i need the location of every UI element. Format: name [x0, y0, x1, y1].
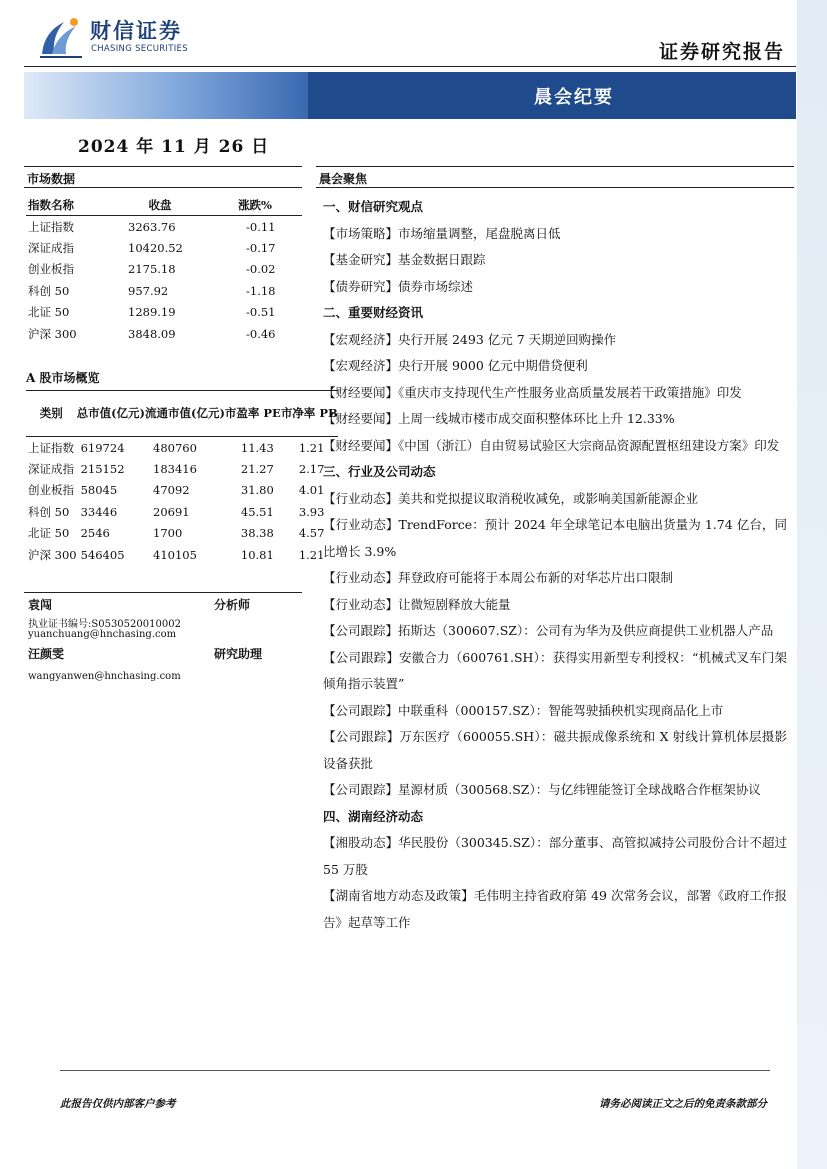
news-item[interactable]: 【湖南省地方动态及政策】毛伟明主持省政府第 49 次常务会议，部署《政府工作报告》起草等工作 — [323, 888, 787, 930]
logo-text-cn: 财信证券 — [90, 19, 182, 43]
banner-title: 晨会纪要 — [534, 87, 614, 108]
pe-value: 21.27 — [240, 461, 274, 476]
chasing-logo-icon — [38, 14, 84, 58]
close-value: 3263.76 — [128, 219, 176, 234]
section-heading: 三、行业及公司动态 — [323, 464, 436, 479]
table-row — [26, 523, 338, 545]
news-item[interactable]: 【公司跟踪】安徽合力（600761.SH）：获得实用新型专利授权：“机械式叉车门架倾角指示装置” — [323, 649, 787, 691]
table-row — [26, 501, 338, 523]
change-value: -0.51 — [246, 305, 276, 320]
table-row — [26, 544, 338, 566]
index-name: 上证指数 — [28, 219, 74, 234]
table-row — [26, 437, 338, 459]
news-item[interactable]: 【行业动态】美共和党拟提议取消税收减免，或影响美国新能源企业 — [323, 490, 699, 506]
header-divider — [24, 66, 796, 67]
close-value: 1289.19 — [128, 305, 176, 320]
news-item[interactable]: 【公司跟踪】拓斯达（300607.SZ）：公司有为华为及供应商提供工业机器人产品 — [323, 623, 774, 638]
index-name: 沪深 300 — [28, 326, 77, 341]
column-header: 指数名称 — [26, 194, 114, 216]
table-row — [26, 323, 302, 345]
column-header: 涨跌% — [206, 194, 302, 216]
news-item[interactable]: 【财经要闻】《中国（浙江）自由贸易试验区大宗商品资源配置枢纽建设方案》印发 — [323, 437, 780, 453]
float-cap: 20691 — [153, 504, 190, 519]
news-item[interactable]: 【市场策略】市场缩量调整，尾盘脱离日低 — [323, 225, 561, 241]
table-header-row — [26, 391, 338, 437]
focus-content — [323, 194, 787, 936]
index-name: 深证成指 — [28, 240, 74, 255]
news-item[interactable]: 【行业动态】TrendForce：预计 2024 年全球笔记本电脑出货量为 1.74 亿台，同比增长 3.9% — [323, 517, 787, 559]
table-row — [26, 259, 302, 281]
change-value: -1.18 — [246, 283, 276, 298]
analyst-email: yuanchuang@hnchasing.com — [28, 629, 177, 640]
column-header: 收盘 — [114, 194, 206, 216]
category-name: 深证成指 — [28, 461, 74, 476]
news-item[interactable]: 【湘股动态】华民股份（300345.SZ）：部分董事、高管拟减持公司股份合计不超过 55 万股 — [323, 835, 787, 877]
category-name: 科创 50 — [28, 504, 70, 519]
column-header: 流通市值(亿元) — [145, 391, 225, 437]
total-cap: 33446 — [80, 504, 118, 519]
news-item[interactable]: 【财经要闻】《重庆市支持现代生产性服务业高质量发展若干政策措施》印发 — [323, 384, 742, 400]
close-value: 2175.18 — [128, 262, 176, 277]
column-header: 市净率 PB — [281, 391, 338, 437]
column-header: 总市值(亿元) — [77, 391, 145, 437]
footer-disclaimer-left: 此报告仅供内部客户参考 — [60, 1098, 176, 1110]
change-value: -0.02 — [246, 262, 276, 277]
pb-value: 1.21 — [298, 440, 325, 455]
market-data-title: 市场数据 — [27, 172, 76, 186]
focus-header — [316, 166, 794, 188]
report-date: 2024 年 11 月 26 日 — [78, 137, 270, 157]
close-value: 957.92 — [128, 283, 169, 298]
total-cap: 2546 — [80, 526, 110, 541]
table-row — [26, 280, 302, 302]
news-item[interactable]: 【行业动态】拜登政府可能将于本周公布新的对华芯片出口限制 — [323, 570, 674, 585]
pb-value: 1.21 — [298, 547, 325, 562]
table-row — [26, 216, 302, 238]
market-data-header — [24, 166, 302, 188]
pe-value: 31.80 — [240, 483, 274, 498]
news-item[interactable]: 【公司跟踪】万东医疗（600055.SH）：磁共振成像系统和 X 射线计算机体层摄影设备获批 — [323, 729, 787, 771]
column-header: 市盈率 PE — [225, 391, 281, 437]
table-row — [26, 480, 338, 502]
category-name: 创业板指 — [28, 483, 74, 498]
total-cap: 58045 — [80, 483, 118, 498]
news-item[interactable]: 【债券研究】债券市场综述 — [323, 278, 474, 294]
category-name: 上证指数 — [28, 440, 74, 455]
focus-title: 晨会聚焦 — [319, 172, 368, 186]
float-cap: 410105 — [153, 547, 197, 562]
analyst-name: 袁闯 — [28, 598, 53, 612]
side-decoration-strip — [797, 0, 827, 1169]
close-value: 10420.52 — [128, 240, 183, 255]
pb-value: 2.17 — [298, 461, 325, 476]
category-name: 沪深 300 — [28, 547, 77, 562]
news-item[interactable]: 【公司跟踪】中联重科（000157.SZ）：智能驾驶插秧机实现商品化上市 — [323, 702, 724, 718]
index-name: 创业板指 — [28, 262, 74, 277]
pe-value: 45.51 — [240, 504, 274, 519]
float-cap: 1700 — [153, 526, 183, 541]
logo-text-en: CHASING SECURITIES — [91, 44, 188, 54]
section-heading: 一、财信研究观点 — [323, 199, 424, 214]
news-item[interactable]: 【行业动态】让微短剧释放大能量 — [323, 596, 511, 612]
pb-value: 4.01 — [298, 483, 325, 498]
float-cap: 480760 — [153, 440, 197, 455]
table-header-row — [26, 194, 302, 216]
market-data-table — [26, 194, 302, 345]
total-cap: 215152 — [80, 461, 125, 476]
news-item[interactable]: 【基金研究】基金数据日跟踪 — [323, 252, 486, 267]
index-name: 北证 50 — [28, 305, 70, 320]
footer-disclaimer-right: 请务必阅读正文之后的免责条款部分 — [599, 1098, 767, 1110]
close-value: 3848.09 — [128, 326, 176, 341]
news-item[interactable]: 【公司跟踪】星源材质（300568.SZ）：与亿纬锂能签订全球战略合作框架协议 — [323, 782, 761, 797]
title-banner — [24, 72, 796, 119]
category-name: 北证 50 — [28, 526, 70, 541]
total-cap: 619724 — [80, 440, 125, 455]
column-header: 类别 — [26, 391, 77, 437]
banner-gradient — [24, 72, 308, 119]
news-item[interactable]: 【宏观经济】央行开展 2493 亿元 7 天期逆回购操作 — [323, 331, 617, 347]
section-heading: 二、重要财经资讯 — [323, 305, 424, 320]
table-row — [26, 237, 302, 259]
assistant-email: wangyanwen@hnchasing.com — [28, 671, 181, 682]
company-logo — [38, 14, 198, 58]
table-row — [26, 302, 302, 324]
float-cap: 47092 — [153, 483, 190, 498]
change-value: -0.46 — [246, 326, 276, 341]
analyst-cert: 执业证书编号:S0530520010002 — [28, 619, 181, 630]
news-item[interactable]: 【宏观经济】央行开展 9000 亿元中期借贷便利 — [323, 358, 588, 373]
pe-value: 11.43 — [240, 440, 274, 455]
analyst-divider — [24, 592, 302, 593]
section-heading: 四、湖南经济动态 — [323, 808, 424, 824]
pb-value: 4.57 — [298, 526, 325, 541]
assistant-name: 汪颜雯 — [28, 647, 65, 661]
change-value: -0.11 — [246, 219, 276, 234]
assistant-role: 研究助理 — [214, 647, 263, 661]
change-value: -0.17 — [246, 240, 276, 255]
a-share-table — [26, 390, 338, 566]
total-cap: 546405 — [80, 547, 125, 562]
footer-divider — [60, 1070, 770, 1071]
index-name: 科创 50 — [28, 283, 70, 298]
float-cap: 183416 — [153, 461, 197, 476]
pe-value: 38.38 — [240, 526, 274, 541]
news-item[interactable]: 【财经要闻】上周一线城市楼市成交面积整体环比上升 12.33% — [323, 411, 675, 426]
table-row — [26, 458, 338, 480]
report-type: 证券研究报告 — [658, 41, 785, 63]
pe-value: 10.81 — [240, 547, 274, 562]
analyst-role: 分析师 — [214, 598, 251, 612]
a-share-title: A 股市场概览 — [26, 371, 100, 385]
pb-value: 3.93 — [298, 504, 325, 519]
